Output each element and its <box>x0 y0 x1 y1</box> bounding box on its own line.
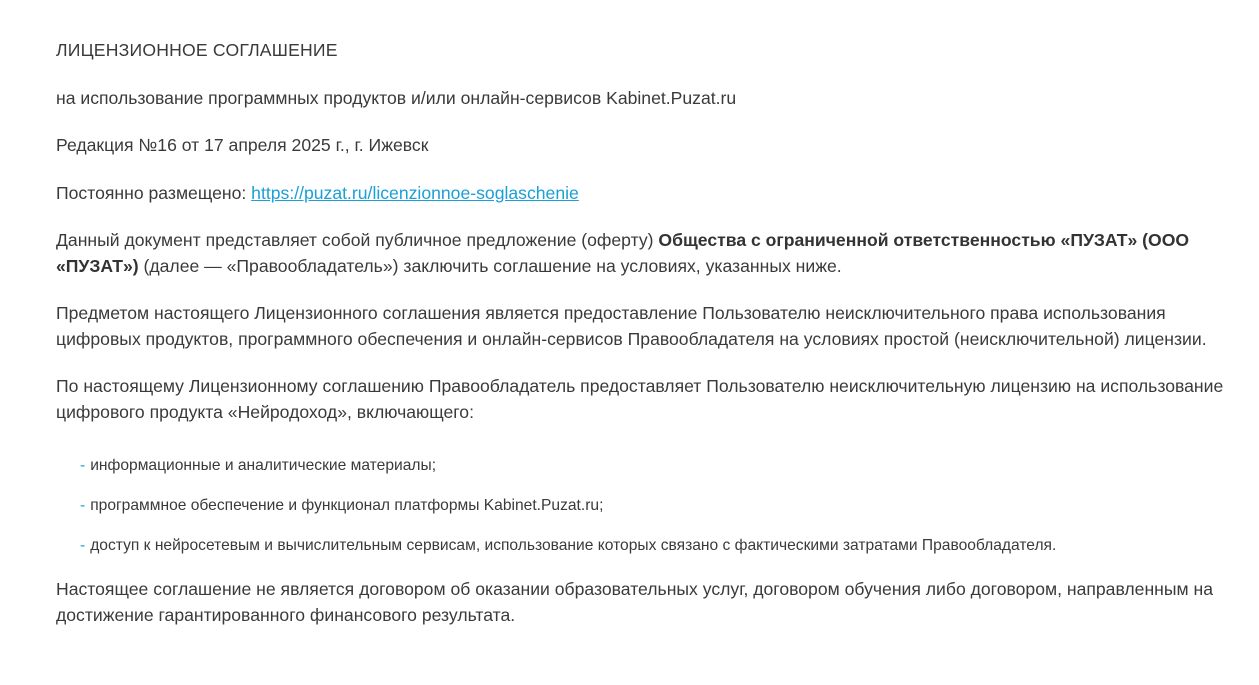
subject-paragraph: Предметом настоящего Лицензионного соглашения является предоставление Пользователю неисключительного права использования цифровых продуктов, программного обеспечения и онлайн-сервисов Правообладателя на условиях простой (неисключительной) лицензии. <box>56 303 1207 349</box>
posted-line <box>56 181 1241 207</box>
offer-paragraph <box>56 228 1241 279</box>
dash-bullet: - <box>80 537 86 554</box>
list-item: - информационные и аналитические материалы; <box>80 457 437 474</box>
list-item: - программное обеспечение и функционал платформы Kabinet.Puzat.ru; <box>80 497 604 514</box>
offer-intro: Данный документ представляет собой публичное предложение (оферту) <box>56 230 654 250</box>
document-title: ЛИЦЕНЗИОННОЕ СОГЛАШЕНИЕ <box>56 40 338 60</box>
grant-paragraph: По настоящему Лицензионному соглашению Правообладатель предоставляет Пользователю неисключительную лицензию на использование цифрового продукта «Нейродоход», включающего: <box>56 376 1224 422</box>
posted-label: Постоянно размещено: <box>56 182 247 203</box>
license-url-link[interactable]: https://puzat.ru/licenzionnoe-soglaschenie <box>251 182 579 203</box>
list-item: - доступ к нейросетевым и вычислительным сервисам, использование которых связано с фактическими затратами Правообладателя. <box>80 537 1057 554</box>
offer-tail: (далее — «Правообладатель») заключить соглашение на условиях, указанных ниже. <box>143 255 842 276</box>
disclaimer-paragraph: Настоящее соглашение не является договором об оказании образовательных услуг, договором обучения либо договором, направленным на достижение гарантированного финансового результата. <box>56 579 1214 625</box>
license-document <box>56 38 1241 650</box>
company-name: Общества с ограниченной ответственностью «ПУЗАТ» (ООО «ПУЗАТ») <box>56 230 1190 276</box>
dash-bullet: - <box>80 457 86 474</box>
included-items-list <box>56 455 1241 557</box>
dash-bullet: - <box>80 497 86 514</box>
document-subtitle: на использование программных продуктов и/или онлайн-сервисов Kabinet.Puzat.ru <box>56 87 737 108</box>
edition-line: Редакция №16 от 17 апреля 2025 г., г. Ижевск <box>56 135 429 155</box>
